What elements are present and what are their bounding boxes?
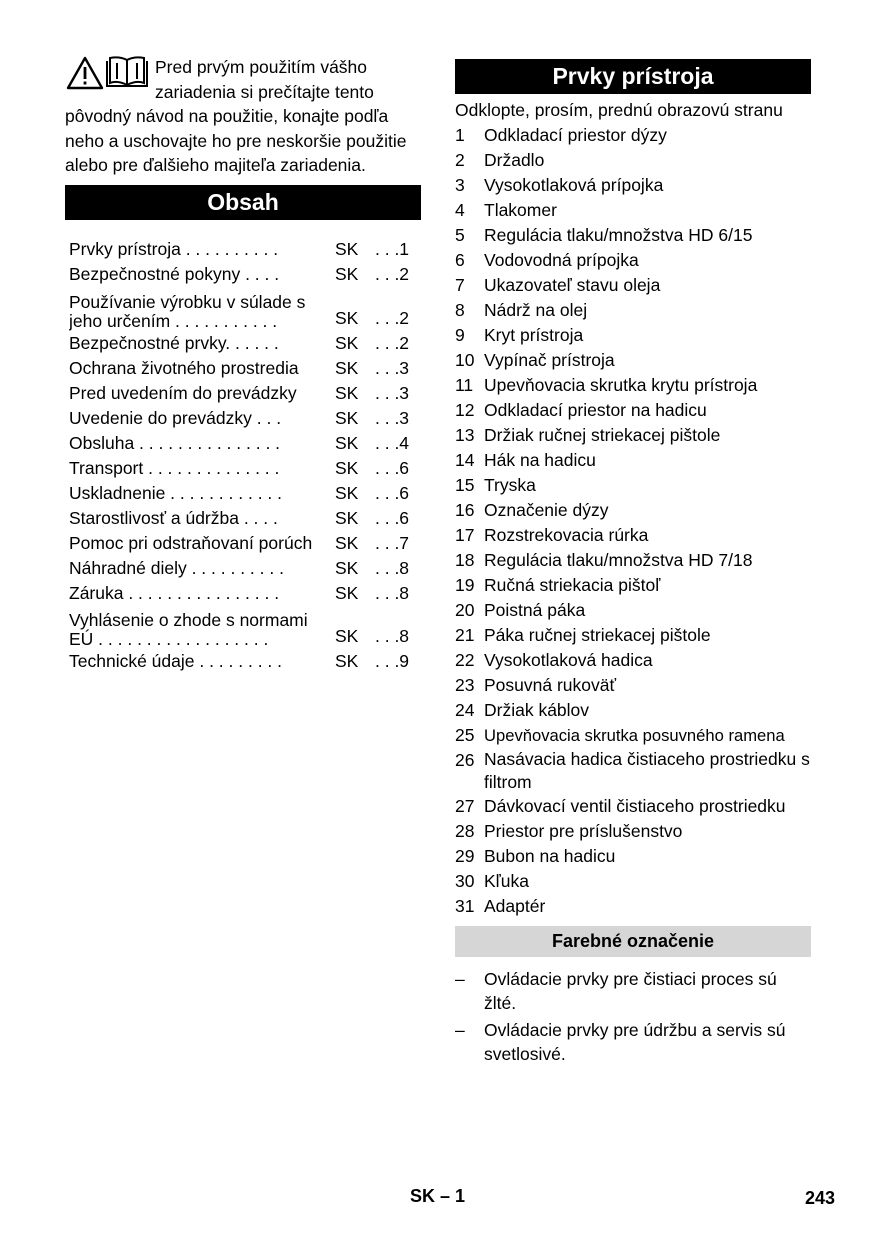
toc-entry-lang: SK <box>335 482 359 503</box>
toc-entry-title: Bezpečnostné prvky. . . . . . <box>69 332 279 353</box>
item-number: 11 <box>455 375 474 395</box>
list-item <box>455 223 811 248</box>
toc-entry-title: Vyhlásenie o zhode s normami EÚ . . . . . . . . . . . . . . . . . . <box>69 610 308 649</box>
item-label: Rozstrekovacia rúrka <box>484 525 649 545</box>
item-label: Regulácia tlaku/množstva HD 6/15 <box>484 225 753 245</box>
item-label: Adaptér <box>484 896 546 916</box>
item-number: 8 <box>455 300 465 320</box>
toc-entry-title: Technické údaje . . . . . . . . . <box>69 650 283 671</box>
item-label: Vypínač prístroja <box>484 350 615 370</box>
list-item <box>455 648 811 673</box>
item-label: Ručná striekacia pištoľ <box>484 575 661 595</box>
item-text: Ovládacie prvky pre údržbu a servis sú svetlosivé. <box>484 1020 786 1064</box>
toc-entry-page: . . .7 <box>375 532 410 553</box>
toc-entry[interactable] <box>69 356 421 381</box>
item-label: Priestor pre príslušenstvo <box>484 821 683 841</box>
list-item <box>455 869 811 894</box>
toc-entry-page: . . .2 <box>375 263 410 284</box>
item-label: Nádrž na olej <box>484 300 588 320</box>
item-label: Vysokotlaková hadica <box>484 650 653 670</box>
toc-entry-title: Ochrana životného prostredia <box>69 357 299 378</box>
toc-entry[interactable] <box>69 406 421 431</box>
dash-bullet: – <box>455 969 465 989</box>
parts-list <box>455 123 811 919</box>
list-item <box>455 844 811 869</box>
item-label: Upevňovacia skrutka krytu prístroja <box>484 375 758 395</box>
item-label: Odkladací priestor na hadicu <box>484 400 707 420</box>
item-label: Držiak ručnej striekacej pištole <box>484 425 721 445</box>
list-item <box>455 498 811 523</box>
item-number: 17 <box>455 525 475 545</box>
list-item <box>455 473 811 498</box>
list-item <box>455 323 811 348</box>
color-coding-heading: Farebné označenie <box>455 926 811 957</box>
item-number: 31 <box>455 896 475 916</box>
footer-page-number: 243 <box>804 1188 835 1208</box>
list-item <box>455 598 811 623</box>
item-label: Kľuka <box>484 871 529 891</box>
item-number: 6 <box>455 250 465 270</box>
toc-entry-page: . . .3 <box>375 407 410 428</box>
color-coding-list <box>455 967 811 1066</box>
toc-entry-page: . . .8 <box>375 625 410 646</box>
warning-and-manual-icons <box>65 55 151 91</box>
list-item <box>455 1018 811 1066</box>
toc-entry-title: Starostlivosť a údržba . . . . <box>69 507 278 528</box>
item-number: 13 <box>455 425 475 445</box>
toc-entry-lang: SK <box>335 357 359 378</box>
item-number: 21 <box>455 625 475 645</box>
item-number: 3 <box>455 175 465 195</box>
item-label: Vodovodná prípojka <box>484 250 639 270</box>
list-item <box>455 423 811 448</box>
list-item <box>455 148 811 173</box>
item-label: Bubon na hadicu <box>484 846 616 866</box>
item-number: 24 <box>455 700 475 720</box>
list-item <box>455 548 811 573</box>
item-number: 1 <box>455 125 465 145</box>
list-item <box>455 698 811 723</box>
toc-entry-page: . . .8 <box>375 557 410 578</box>
list-item <box>455 819 811 844</box>
toc-entry[interactable] <box>69 456 421 481</box>
list-item <box>455 448 811 473</box>
list-item <box>455 348 811 373</box>
item-label: Ukazovateľ stavu oleja <box>484 275 661 295</box>
list-item <box>455 967 811 1015</box>
item-label: Označenie dýzy <box>484 500 609 520</box>
intro-text: Pred prvým použitím vášho zariadenia si prečítajte tento pôvodný návod na použitie, konajte podľa neho a uschovajte ho pre neskoršie použitie alebo pre ďalšieho majiteľa zariadenia. <box>65 57 407 175</box>
toc-entry-lang: SK <box>335 238 359 259</box>
toc-entry-page: . . .6 <box>375 457 410 478</box>
item-label: Nasávacia hadica čistiaceho prostriedku s filtrom <box>484 749 810 792</box>
item-text: Ovládacie prvky pre čistiaci proces sú žlté. <box>484 969 777 1013</box>
toc-entry-lang: SK <box>335 432 359 453</box>
toc-entry[interactable] <box>69 649 421 674</box>
toc-entry-lang: SK <box>335 332 359 353</box>
toc-entry-page: . . .8 <box>375 582 410 603</box>
toc-entry[interactable] <box>69 262 421 287</box>
toc-entry-page: . . .4 <box>375 432 410 453</box>
toc-entry-lang: SK <box>335 507 359 528</box>
item-label: Držadlo <box>484 150 545 170</box>
list-item <box>455 894 811 919</box>
toc-entry[interactable] <box>69 606 421 649</box>
list-item <box>455 373 811 398</box>
list-item <box>455 673 811 698</box>
toc-entry-lang: SK <box>335 407 359 428</box>
table-of-contents <box>65 237 421 674</box>
toc-entry-title: Uvedenie do prevádzky . . . <box>69 407 282 428</box>
item-label: Odkladací priestor dýzy <box>484 125 667 145</box>
toc-entry-lang: SK <box>335 625 359 646</box>
item-number: 30 <box>455 871 475 891</box>
warning-triangle-icon <box>68 58 102 88</box>
toc-entry-title: Bezpečnostné pokyny . . . . <box>69 263 280 284</box>
toc-entry-title: Transport . . . . . . . . . . . . . . <box>69 457 280 478</box>
list-item <box>455 573 811 598</box>
toc-entry-title: Záruka . . . . . . . . . . . . . . . . <box>69 582 280 603</box>
toc-entry-title: Prvky prístroja . . . . . . . . . . <box>69 238 279 259</box>
toc-entry-page: . . .3 <box>375 382 410 403</box>
item-number: 27 <box>455 796 475 816</box>
toc-entry-title: Uskladnenie . . . . . . . . . . . . <box>69 482 282 503</box>
item-label: Tryska <box>484 475 536 495</box>
list-item <box>455 523 811 548</box>
left-column <box>65 55 421 674</box>
item-label: Posuvná rukoväť <box>484 675 617 695</box>
item-number: 10 <box>455 350 475 370</box>
toc-entry-lang: SK <box>335 582 359 603</box>
toc-entry-lang: SK <box>335 532 359 553</box>
item-number: 12 <box>455 400 475 420</box>
item-number: 16 <box>455 500 475 520</box>
toc-entry-title: Používanie výrobku v súlade s jeho určením . . . . . . . . . . . <box>69 292 306 331</box>
list-item <box>455 248 811 273</box>
right-column <box>455 59 811 1069</box>
footer-section-page: SK – 1 <box>409 1186 466 1206</box>
item-label: Vysokotlaková prípojka <box>484 175 664 195</box>
item-label: Upevňovacia skrutka posuvného ramena <box>484 726 785 745</box>
list-item <box>455 398 811 423</box>
toc-entry-page: . . .6 <box>375 507 410 528</box>
intro-icons <box>65 55 151 99</box>
intro-notice <box>65 55 421 178</box>
item-label: Poistná páka <box>484 600 586 620</box>
toc-entry[interactable] <box>69 556 421 581</box>
item-number: 2 <box>455 150 465 170</box>
item-label: Kryt prístroja <box>484 325 584 345</box>
list-item <box>455 298 811 323</box>
toc-entry-lang: SK <box>335 650 359 671</box>
toc-entry-lang: SK <box>335 307 359 328</box>
item-number: 20 <box>455 600 475 620</box>
list-item <box>455 723 811 748</box>
list-item <box>455 794 811 819</box>
item-number: 15 <box>455 475 475 495</box>
toc-entry[interactable] <box>69 531 421 556</box>
item-label: Držiak káblov <box>484 700 590 720</box>
toc-entry-lang: SK <box>335 382 359 403</box>
item-number: 19 <box>455 575 475 595</box>
dash-bullet: – <box>455 1020 465 1040</box>
toc-entry[interactable] <box>69 381 421 406</box>
item-number: 25 <box>455 725 475 745</box>
item-label: Tlakomer <box>484 200 557 220</box>
list-item <box>455 198 811 223</box>
toc-entry-lang: SK <box>335 557 359 578</box>
item-label: Páka ručnej striekacej pištole <box>484 625 711 645</box>
toc-entry[interactable] <box>69 431 421 456</box>
parts-intro: Odklopte, prosím, prednú obrazovú stranu <box>455 100 783 120</box>
toc-entry[interactable] <box>69 581 421 606</box>
toc-entry-page: . . .3 <box>375 357 410 378</box>
list-item <box>455 623 811 648</box>
toc-entry-page: . . .2 <box>375 332 410 353</box>
list-item <box>455 273 811 298</box>
toc-entry-page: . . .1 <box>375 238 410 259</box>
item-number: 14 <box>455 450 475 470</box>
item-number: 28 <box>455 821 475 841</box>
list-item <box>455 748 811 794</box>
list-item <box>455 173 811 198</box>
list-item <box>455 123 811 148</box>
toc-entry-title: Pred uvedením do prevádzky <box>69 382 297 403</box>
toc-entry-title: Náhradné diely . . . . . . . . . . <box>69 557 284 578</box>
item-number: 18 <box>455 550 475 570</box>
toc-entry-lang: SK <box>335 263 359 284</box>
open-book-icon <box>107 57 147 86</box>
item-label: Hák na hadicu <box>484 450 596 470</box>
toc-entry-page: . . .2 <box>375 307 410 328</box>
item-number: 22 <box>455 650 475 670</box>
item-number: 26 <box>455 750 475 770</box>
toc-entry[interactable] <box>69 287 421 331</box>
toc-entry[interactable] <box>69 506 421 531</box>
toc-entry-page: . . .9 <box>375 650 410 671</box>
toc-entry-lang: SK <box>335 457 359 478</box>
item-label: Regulácia tlaku/množstva HD 7/18 <box>484 550 753 570</box>
item-number: 7 <box>455 275 465 295</box>
toc-entry[interactable] <box>69 237 421 262</box>
parts-heading: Prvky prístroja <box>455 59 811 94</box>
item-number: 9 <box>455 325 465 345</box>
item-label: Dávkovací ventil čistiaceho prostriedku <box>484 796 786 816</box>
toc-entry[interactable] <box>69 481 421 506</box>
item-number: 5 <box>455 225 465 245</box>
item-number: 23 <box>455 675 475 695</box>
toc-entry-title: Obsluha . . . . . . . . . . . . . . . <box>69 432 281 453</box>
contents-heading: Obsah <box>65 185 421 220</box>
item-number: 4 <box>455 200 465 220</box>
toc-entry-page: . . .6 <box>375 482 410 503</box>
item-number: 29 <box>455 846 475 866</box>
toc-entry[interactable] <box>69 331 421 356</box>
toc-entry-title: Pomoc pri odstraňovaní porúch <box>69 532 313 553</box>
